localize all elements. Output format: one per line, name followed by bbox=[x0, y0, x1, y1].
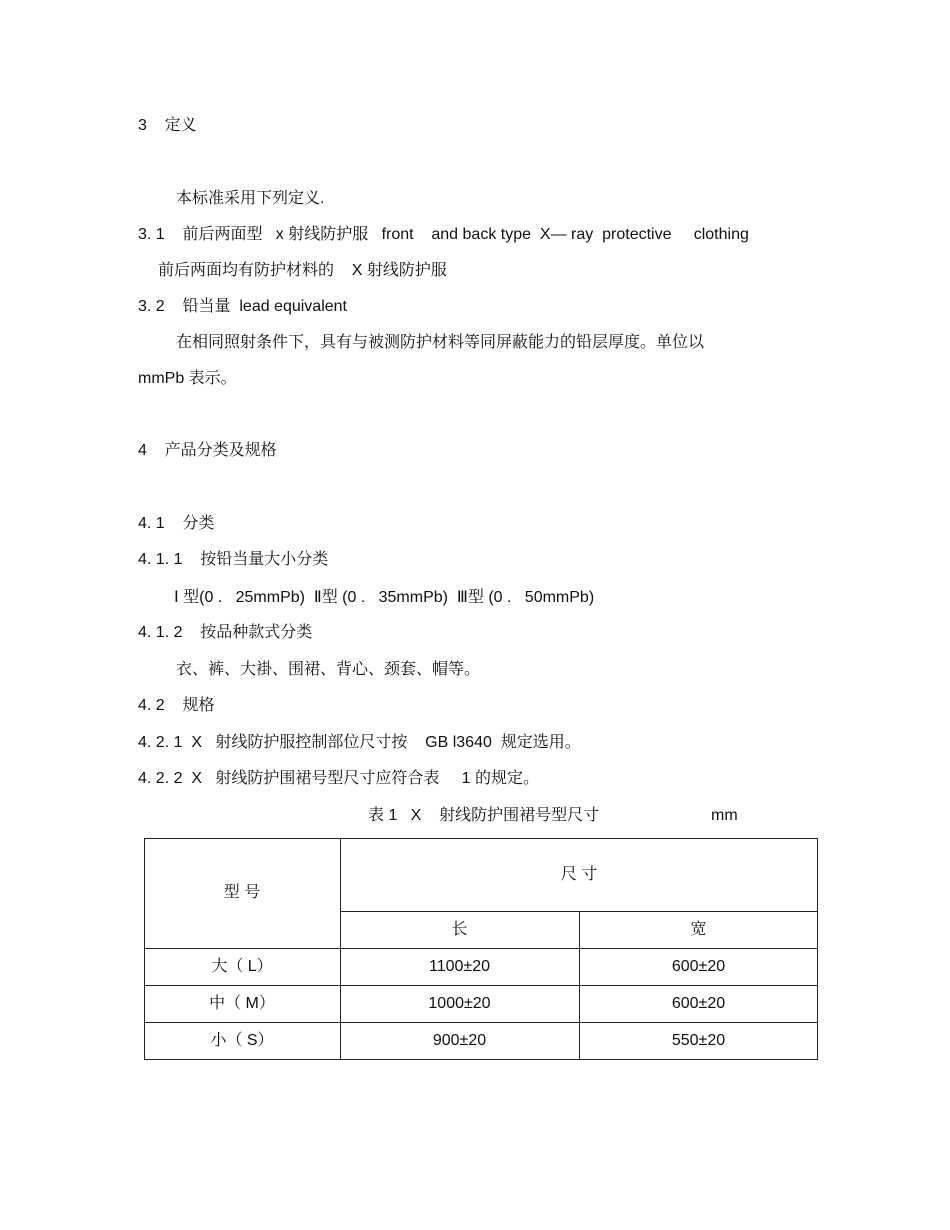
section-3-heading: 3 定义 bbox=[138, 117, 197, 134]
clause-4-2-heading: 4. 2 规格 bbox=[138, 697, 215, 714]
table-unit: mm bbox=[711, 807, 738, 824]
header-width: 宽 bbox=[690, 920, 707, 938]
clause-3-2-term: 3. 2 铅当量 lead equivalent bbox=[138, 298, 348, 315]
clause-4-2-1: 4. 2. 1 X 射线防护服控制部位尺寸按 GB l3640 规定选用。 bbox=[138, 734, 581, 751]
apron-size-table bbox=[144, 838, 818, 1060]
table-cell-width: 600±20 bbox=[671, 957, 726, 975]
table-cell-width: 600±20 bbox=[671, 994, 726, 1012]
clause-4-1-2-items: 衣、裤、大褂、围裙、背心、颈套、帽等。 bbox=[176, 661, 481, 678]
section-4-heading: 4 产品分类及规格 bbox=[138, 442, 277, 459]
clause-4-2-2: 4. 2. 2 X 射线防护围裙号型尺寸应符合表 1 的规定。 bbox=[138, 770, 539, 787]
header-length: 长 bbox=[451, 920, 468, 938]
clause-4-1-1-heading: 4. 1. 1 按铅当量大小分类 bbox=[138, 551, 329, 568]
table-caption: 表 1 X 射线防护围裙号型尺寸 bbox=[368, 807, 600, 824]
table-border-bottom bbox=[144, 1059, 818, 1060]
clause-3-2-definition: 在相同照射条件下，具有与被测防护材料等同屏蔽能力的铅层厚度。单位以 bbox=[176, 334, 705, 351]
clause-4-1-1-types: Ⅰ 型(0 . 25mmPb) Ⅱ型 (0 . 35mmPb) Ⅲ型 (0 . 50mmPb) bbox=[174, 589, 595, 606]
table-cell-length: 1000±20 bbox=[428, 994, 491, 1012]
table-cell-length: 1100±20 bbox=[429, 957, 490, 975]
clause-3-1-definition: 前后两面均有防护材料的 X 射线防护服 bbox=[158, 262, 447, 279]
clause-4-1-2-heading: 4. 1. 2 按品种款式分类 bbox=[138, 624, 313, 641]
header-size: 尺 寸 bbox=[560, 865, 598, 883]
clause-4-1-heading: 4. 1 分类 bbox=[138, 515, 215, 532]
table-cell-length: 900±20 bbox=[432, 1031, 487, 1049]
definition-intro: 本标准采用下列定义. bbox=[176, 190, 325, 207]
table-cell-width: 550±20 bbox=[671, 1031, 726, 1049]
table-cell-size-name: 小（ S） bbox=[210, 1031, 274, 1049]
clause-3-1-term: 3. 1 前后两面型 x 射线防护服 front and back type X— ray protective clothing bbox=[138, 226, 749, 243]
clause-3-2-definition-cont: mmPb 表示。 bbox=[138, 370, 237, 387]
table-cell-size-name: 中（ M） bbox=[209, 994, 275, 1012]
header-type: 型 号 bbox=[223, 884, 261, 901]
table-cell-size-name: 大（ L） bbox=[211, 957, 273, 975]
